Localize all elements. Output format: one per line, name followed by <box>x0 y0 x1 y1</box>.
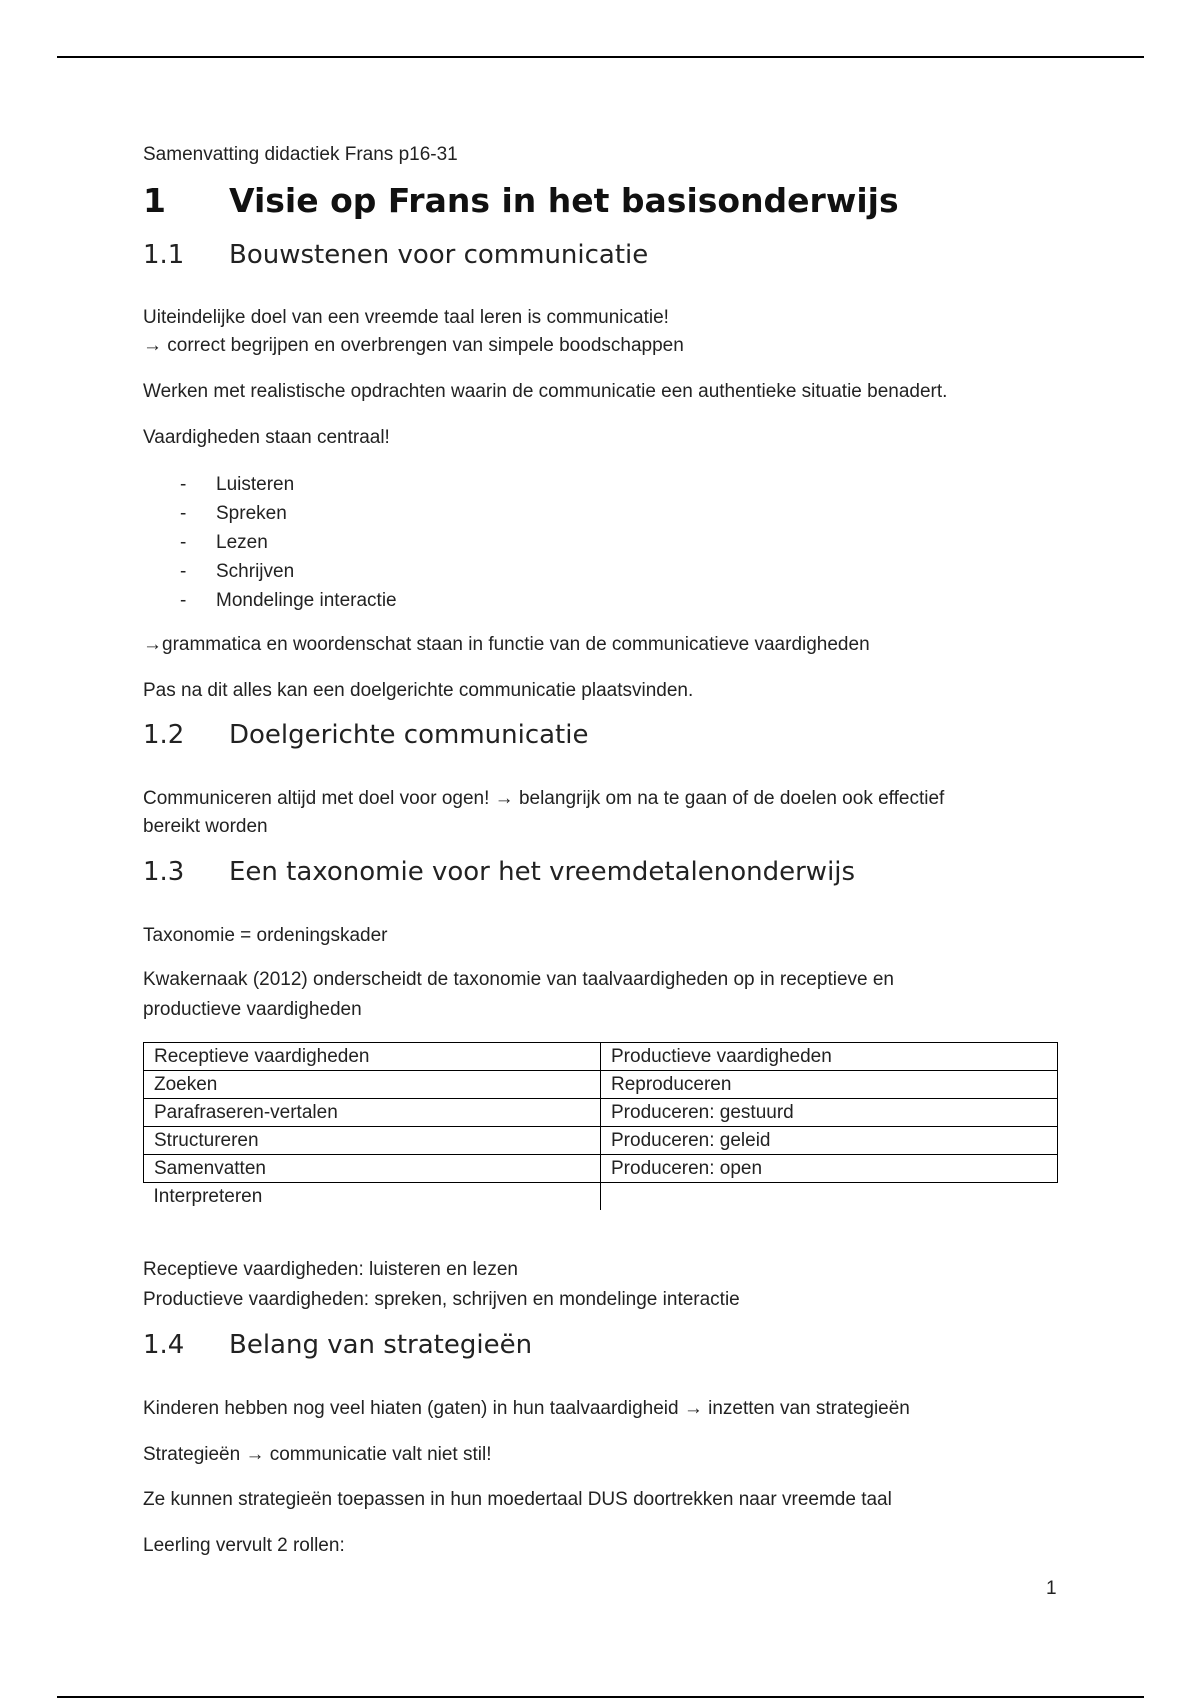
table-row <box>144 1071 1058 1099</box>
dash-marker: - <box>180 474 187 495</box>
paragraph: →grammatica en woordenschat staan in functie van de communicatieve vaardigheden <box>143 634 870 655</box>
paragraph: Kwakernaak (2012) onderscheidt de taxonomie van taalvaardigheden op in receptieve en <box>143 969 894 990</box>
table-row <box>144 1183 1058 1211</box>
section-number: 1.3 <box>143 857 185 887</box>
dash-marker: - <box>180 561 187 582</box>
table-header-row <box>144 1043 1058 1071</box>
paragraph: Pas na dit alles kan een doelgerichte communicatie plaatsvinden. <box>143 680 694 701</box>
list-item-label: Spreken <box>216 503 287 524</box>
list-item <box>143 499 397 528</box>
dash-marker: - <box>180 532 187 553</box>
table-cell <box>601 1183 1058 1211</box>
table-header-cell: Receptieve vaardigheden <box>144 1043 601 1071</box>
paragraph: productieve vaardigheden <box>143 999 362 1020</box>
paragraph: → correct begrijpen en overbrengen van simpele boodschappen <box>143 335 684 356</box>
list-item-label: Luisteren <box>216 474 295 495</box>
table-cell: Reproduceren <box>601 1071 1058 1099</box>
skills-list <box>143 470 397 615</box>
table-header-cell: Productieve vaardigheden <box>601 1043 1058 1071</box>
list-item-label: Lezen <box>216 532 268 553</box>
dash-marker: - <box>180 590 187 611</box>
table-row <box>144 1155 1058 1183</box>
paragraph: Vaardigheden staan centraal! <box>143 427 390 448</box>
paragraph: bereikt worden <box>143 816 268 837</box>
heading-1-title: Visie op Frans in het basisonderwijs <box>229 181 899 220</box>
paragraph: Werken met realistische opdrachten waarin de communicatie een authentieke situatie benadert. <box>143 381 948 402</box>
table-cell: Parafraseren-vertalen <box>144 1099 601 1127</box>
section-title: Een taxonomie voor het vreemdetalenonderwijs <box>229 857 856 887</box>
section-number: 1.2 <box>143 720 185 750</box>
heading-1-4 <box>143 1330 532 1360</box>
list-item-label: Schrijven <box>216 561 295 582</box>
paragraph: Strategieën → communicatie valt niet stil! <box>143 1444 492 1465</box>
footer-rule <box>57 1696 1144 1698</box>
table-cell: Samenvatten <box>144 1155 601 1183</box>
paragraph: Taxonomie = ordeningskader <box>143 925 388 946</box>
section-number: 1.4 <box>143 1330 185 1360</box>
section-title: Doelgerichte communicatie <box>229 720 589 750</box>
table-row <box>144 1127 1058 1155</box>
taxonomy-table <box>143 1042 1058 1210</box>
table-cell: Structureren <box>144 1127 601 1155</box>
heading-1 <box>143 181 899 220</box>
table-cell: Zoeken <box>144 1071 601 1099</box>
table-cell: Produceren: geleid <box>601 1127 1058 1155</box>
dash-marker: - <box>180 503 187 524</box>
list-item <box>143 528 397 557</box>
heading-1-3 <box>143 857 855 887</box>
list-item-label: Mondelinge interactie <box>216 590 397 611</box>
table-cell: Produceren: gestuurd <box>601 1099 1058 1127</box>
table-cell: Interpreteren <box>144 1183 601 1211</box>
header-rule <box>57 56 1144 58</box>
table-cell: Produceren: open <box>601 1155 1058 1183</box>
paragraph: Kinderen hebben nog veel hiaten (gaten) in hun taalvaardigheid → inzetten van strategieën <box>143 1398 910 1419</box>
paragraph: Productieve vaardigheden: spreken, schrijven en mondelinge interactie <box>143 1289 740 1310</box>
list-item <box>143 470 397 499</box>
table-row <box>144 1099 1058 1127</box>
section-title: Belang van strategieën <box>229 1330 533 1360</box>
heading-1-2 <box>143 720 588 750</box>
paragraph: Leerling vervult 2 rollen: <box>143 1535 345 1556</box>
heading-1-1 <box>143 240 648 270</box>
paragraph: Communiceren altijd met doel voor ogen! → belangrijk om na te gaan of de doelen ook effectief <box>143 788 945 809</box>
list-item <box>143 586 397 615</box>
paragraph: Receptieve vaardigheden: luisteren en lezen <box>143 1259 518 1280</box>
document-title: Samenvatting didactiek Frans p16-31 <box>143 144 458 165</box>
section-number: 1.1 <box>143 240 185 270</box>
list-item <box>143 557 397 586</box>
paragraph: Ze kunnen strategieën toepassen in hun moedertaal DUS doortrekken naar vreemde taal <box>143 1489 892 1510</box>
heading-1-number: 1 <box>143 181 166 220</box>
section-title: Bouwstenen voor communicatie <box>229 240 649 270</box>
paragraph: Uiteindelijke doel van een vreemde taal leren is communicatie! <box>143 307 669 328</box>
page-number: 1 <box>1046 1578 1057 1599</box>
